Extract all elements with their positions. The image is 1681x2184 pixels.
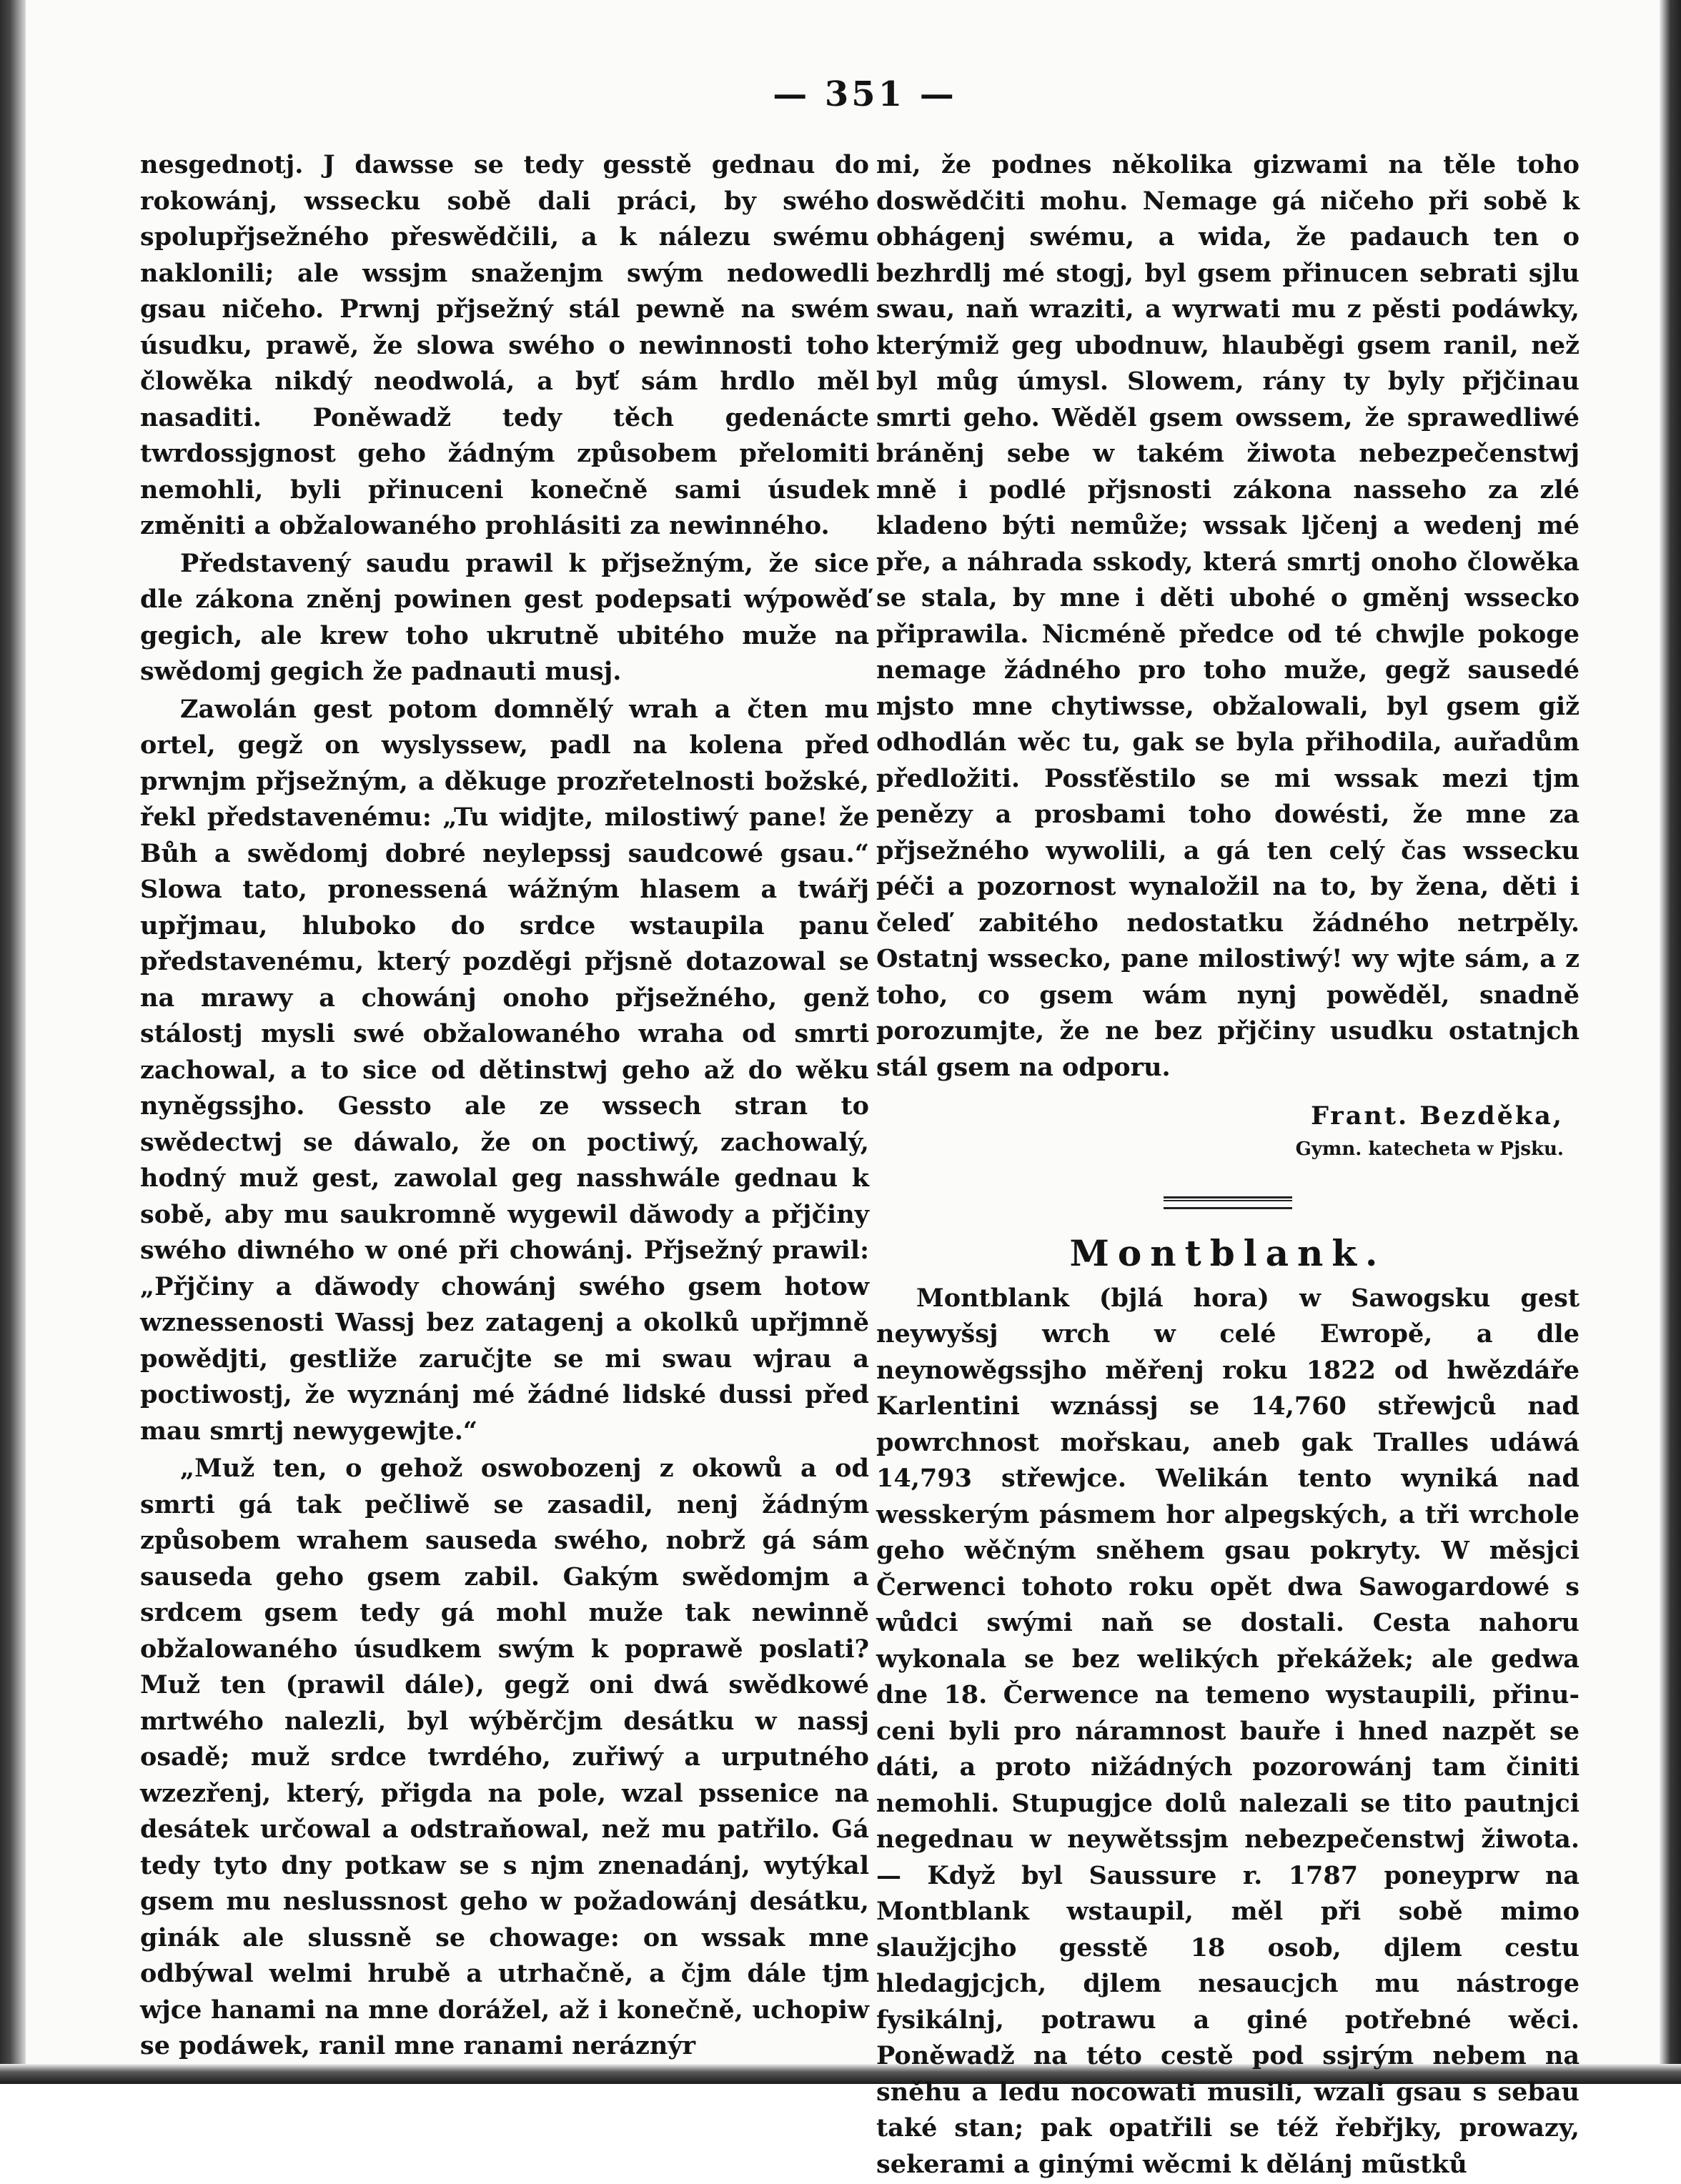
- right-column: [876, 147, 1580, 2184]
- author-role: Gymn. katecheta w Pjsku.: [1295, 1138, 1564, 1160]
- paragraph: „Muž ten, o gehož oswobozenj z okowů a od smrti gá tak pečliwě se zasadil, nenj žádným způsobem wrahem sauseda swého, nobrž gá sám sauseda geho gsem zabil. Gakým swědomjm a srdcem gsem tedy gá mohl muže tak newinně obžalowaného úsudkem swým k poprawě poslati? Muž ten (prawil dále), gegž oni dwá swědkowé mrtwého nalezli, byl wýběrčjm desátku w nassj osadě; muž srdce twrdého, zuřiwý a urputného wzezřenj, který, přigda na pole, wzal pssenice na desátek určowal a odstraňowal, než mu patřilo. Gá tedy tyto dny potkaw se s njm znenadánj, wytýkal gsem mu neslussnost geho w požadowánj desátku, ginák ale slussně se chowage: on wssak mne odbýwal welmi hrubě a utrhačně, a čjm dále tjm wjce hanami na mne dorážel, až i konečně, uchopiw se podáwek, ranil mne ranami neráznýr: [140, 1454, 869, 2060]
- author-signature: [876, 1098, 1564, 1163]
- page-edge-left: [0, 0, 26, 2084]
- paragraph: mi, že podnes několika gizwami na těle toho doswědčiti mohu. Nemage gá ničeho při sobě k obhágenj swému, a wida, že padauch ten o bezhrdlj mé stogj, byl gsem přinucen sebrati sjlu swau, naň wraziti, a wyrwati mu z pěsti podáwky, kterýmiž geg ubodnuw, hlauběgi gsem ranil, než byl můg úmysl. Slowem, rány ty byly přjčinau smrti geho. Wěděl gsem owssem, že sprawedliwé bráněnj sebe w takém žiwota nebezpečenstwj mně i podlé přjsnosti zákona nasseho za zlé kladeno býti nemůže; wssak ljčenj a wedenj mé pře, a náhrada sskody, která smrtj onoho člowěka se stala, by mne i děti ubohé o gměnj wssecko připrawila. Nicméně předce od té chwjle pokoge nemage žádného pro toho muže, gegž sausedé mjsto mne chytiwsse, obžalowali, byl gsem giž odhodlán wěc tu, gak se byla přihodila, auřadům předložiti. Possťěstilo se mi wssak mezi tjm penězy a prosbami toho dowésti, že mne za přjsežného wywolili, a gá ten celý čas wssecku péči a pozornost wynaložil na to, by žena, děti i čeleď zabitého nedostatku žádného netrpěly. Ostatnj wssecko, pane milostiwý! wy wjte sám, a z toho, co gsem wám nynj powěděl, snadně porozumjte, že ne bez přjčiny usudku ostatnjch stál gsem na odporu.: [876, 150, 1580, 1082]
- section-divider: [1164, 1196, 1292, 1209]
- paragraph: Představený saudu prawil k přjsežným, že sice dle zákona zněnj powinen gest podepsati wýpowěď gegich, ale krew toho ukrutně ubitého muže na swědomj gegich že padnauti musj.: [140, 548, 869, 686]
- paragraph: nesgednotj. J dawsse se tedy gesstě gednau do rokowánj, wssecku sobě dali práci, by swého spolupřjsežného přeswědčili, a k nálezu swému naklonili; ale wssjm snaženjm swým nedowedli gsau ničeho. Prwnj přjsežný stál pewně na swém úsudku, prawě, že slowa swého o newinnosti toho člowěka nikdý neodwolá, a byť sám hrdlo měl nasaditi. Poněwadž tedy těch gedenácte twrdossjgnost geho žádným způsobem přelomiti nemohli, byli přinuceni konečně sami úsudek změniti a obžalowaného prohlásiti za newinného.: [140, 150, 869, 540]
- author-name: Frant. Bezděka,: [1311, 1101, 1564, 1131]
- paragraph: Montblank (bjlá hora) w Sawogsku gest neywyšsj wrch w celé Ewropě, a dle neynowěgssjho měřenj roku 1822 od hwězdáře Karlentini wznássj se 14,760 střewjců nad powrchnost mořskau, aneb gak Tralles udáwá 14,793 střewjce. Welikán tento wyniká nad wesskerým pásmem hor alpegských, a tři wrchole geho wěčným sněhem gsau pokryty. W měsjci Čerwenci tohoto roku opět dwa Sawogardowé s wůdci swými naň se dostali. Cesta nahoru wykonala se bez welikých překážek; ale gedwa dne 18. Čerwence na temeno wystaupili, přinuceni byli pro náramnost bauře i hned nazpět se dáti, a proto nižádných pozorowánj tam činiti nemohli. Stupugjce dolů nalezali se tito pautnjci negednau w neywětssjm nebezpečenstwj žiwota. — Když byl Saussure r. 1787 poneyprw na Montblank wstaupil, měl při sobě mimo slaužjcjho gesstě 18 osob, djlem cestu hledagjcjch, djlem nesaucjch mu nástroge fysikálnj, potrawu a giné potřebné wěci. Poněwadž na této cestě pod ssjrým nebem na sněhu a ledu nocowati musili, wzali gsau s sebau také stan; pak opatřili se též řebřjky, prowazy, sekerami a ginými wěcmi k dělánj mũstků: [876, 1283, 1580, 2179]
- left-column: [140, 147, 869, 2066]
- paragraph: Zawolán gest potom domnělý wrah a čten mu ortel, gegž on wyslyssew, padl na kolena před prwnjm přjsežným, a děkuge prozřetelnosti božské, řekl představenému: „Tu widjte, milostiwý pane! že Bůh a swědomj dobré neylepssj saudcowé gsau.“ Slowa tato, pronessená wážným hlasem a twářj upřjmau, hluboko do srdce wstaupila panu představenému, který pozděgi přjsně dotazowal se na mrawy a chowánj onoho přjsežného, genž stálostj mysli swé obžalowaného wraha od smrti zachowal, a to sice od dětinstwj geho až do wěku nyněgssjho. Gesstо ale ze wssech stran to swědectwj se dáwalo, že on poctiwý, zachowalý, hodný muž gest, zawolal geg nasshwále gednau k sobě, aby mu saukromně wygewil dăwody a přjčiny swého diwného w oné při chowánj. Přjsežný prawil: „Přjčiny a dăwody chowánj swého gsem hotow wznessenosti Wassj bez zatagenj a okolků upřjmně powědjti, gestliže zaručjte se mi swau wjrau a poctiwostj, že wyznánj mé žádné lidské dussi před mau smrtj newygewjte.“: [140, 694, 869, 1446]
- page-number: — 351 —: [773, 74, 957, 114]
- section-title: Montblank.: [1069, 1231, 1387, 1274]
- page-edge-right: [1660, 0, 1681, 2084]
